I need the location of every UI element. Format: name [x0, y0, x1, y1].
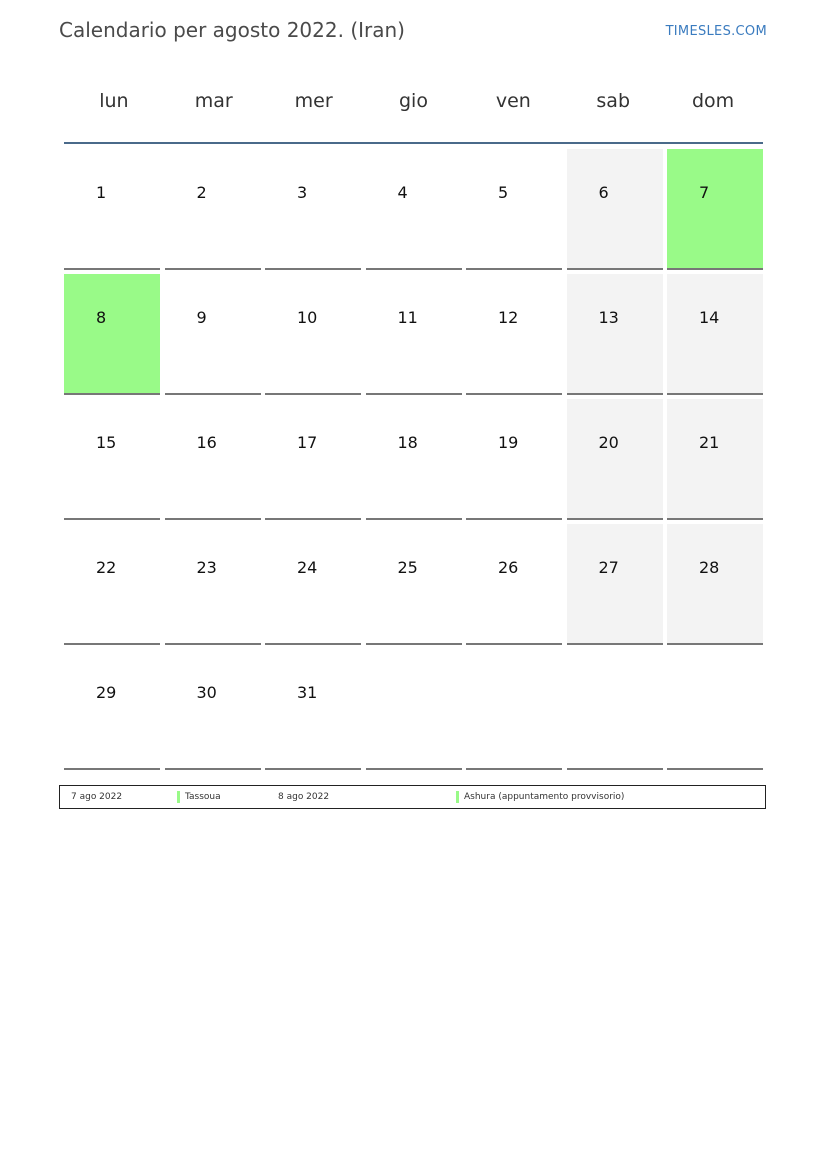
day-cell[interactable]	[64, 149, 160, 270]
empty-day-cell	[366, 649, 462, 770]
day-number: 12	[498, 308, 519, 327]
day-number: 13	[598, 308, 619, 327]
day-cell[interactable]	[165, 649, 261, 770]
weekday-header-fri: ven	[495, 90, 531, 112]
day-number: 10	[297, 308, 318, 327]
day-number: 21	[699, 433, 720, 452]
day-number: 30	[196, 683, 217, 702]
day-number: 19	[498, 433, 519, 452]
day-cell[interactable]	[567, 149, 663, 270]
day-number: 9	[196, 308, 207, 327]
legend-swatch	[456, 791, 459, 803]
day-cell[interactable]	[265, 274, 361, 395]
day-cell[interactable]	[265, 149, 361, 270]
day-number: 11	[397, 308, 418, 327]
day-number: 26	[498, 558, 519, 577]
day-number: 25	[397, 558, 418, 577]
day-number: 16	[196, 433, 217, 452]
legend-swatch	[177, 791, 180, 803]
weekday-header-sat: sab	[596, 90, 631, 112]
weekday-header-sun: dom	[691, 90, 735, 112]
day-cell[interactable]	[165, 149, 261, 270]
day-cell[interactable]	[466, 524, 562, 645]
day-cell[interactable]	[667, 274, 763, 395]
day-number: 17	[297, 433, 318, 452]
day-number: 14	[699, 308, 720, 327]
legend-holiday-name: Tassoua	[185, 792, 221, 802]
day-cell[interactable]	[366, 149, 462, 270]
brand-link[interactable]: TIMESLES.COM	[665, 24, 767, 39]
day-number: 4	[397, 183, 408, 202]
weekday-header-row	[64, 90, 763, 120]
day-number: 8	[96, 308, 107, 327]
day-number: 24	[297, 558, 318, 577]
day-number: 31	[297, 683, 318, 702]
day-number: 6	[598, 183, 609, 202]
calendar-grid	[64, 149, 763, 770]
day-cell[interactable]	[64, 399, 160, 520]
day-cell[interactable]	[466, 149, 562, 270]
day-cell[interactable]	[466, 274, 562, 395]
day-cell[interactable]	[165, 524, 261, 645]
day-number: 29	[96, 683, 117, 702]
day-number: 18	[397, 433, 418, 452]
day-cell[interactable]	[667, 149, 763, 270]
day-cell[interactable]	[567, 524, 663, 645]
empty-day-cell	[466, 649, 562, 770]
day-cell[interactable]	[366, 399, 462, 520]
legend-holiday-name: Ashura (appuntamento provvisorio)	[464, 792, 625, 802]
weekday-header-mon: lun	[99, 90, 129, 112]
day-number: 7	[699, 183, 710, 202]
day-number: 3	[297, 183, 308, 202]
day-number: 28	[699, 558, 720, 577]
empty-day-cell	[667, 649, 763, 770]
day-cell[interactable]	[265, 649, 361, 770]
day-number: 22	[96, 558, 117, 577]
day-cell[interactable]	[165, 399, 261, 520]
day-number: 27	[598, 558, 619, 577]
day-number: 23	[196, 558, 217, 577]
day-cell[interactable]	[265, 399, 361, 520]
day-number: 5	[498, 183, 509, 202]
day-number: 1	[96, 183, 107, 202]
day-cell[interactable]	[466, 399, 562, 520]
day-cell[interactable]	[165, 274, 261, 395]
holiday-legend	[59, 785, 766, 809]
page-title: Calendario per agosto 2022. (Iran)	[59, 18, 405, 42]
day-cell[interactable]	[667, 524, 763, 645]
day-cell[interactable]	[64, 649, 160, 770]
day-number: 20	[598, 433, 619, 452]
day-cell[interactable]	[567, 399, 663, 520]
legend-date: 7 ago 2022	[71, 792, 123, 802]
day-cell[interactable]	[64, 274, 160, 395]
day-cell[interactable]	[366, 274, 462, 395]
header-divider	[64, 142, 763, 144]
day-cell[interactable]	[366, 524, 462, 645]
empty-day-cell	[567, 649, 663, 770]
legend-date: 8 ago 2022	[278, 792, 330, 802]
day-cell[interactable]	[667, 399, 763, 520]
weekday-header-tue: mar	[194, 90, 233, 112]
weekday-header-wed: mer	[294, 90, 333, 112]
day-number: 2	[196, 183, 207, 202]
day-cell[interactable]	[265, 524, 361, 645]
day-cell[interactable]	[567, 274, 663, 395]
day-cell[interactable]	[64, 524, 160, 645]
day-number: 15	[96, 433, 117, 452]
weekday-header-thu: gio	[399, 90, 428, 112]
